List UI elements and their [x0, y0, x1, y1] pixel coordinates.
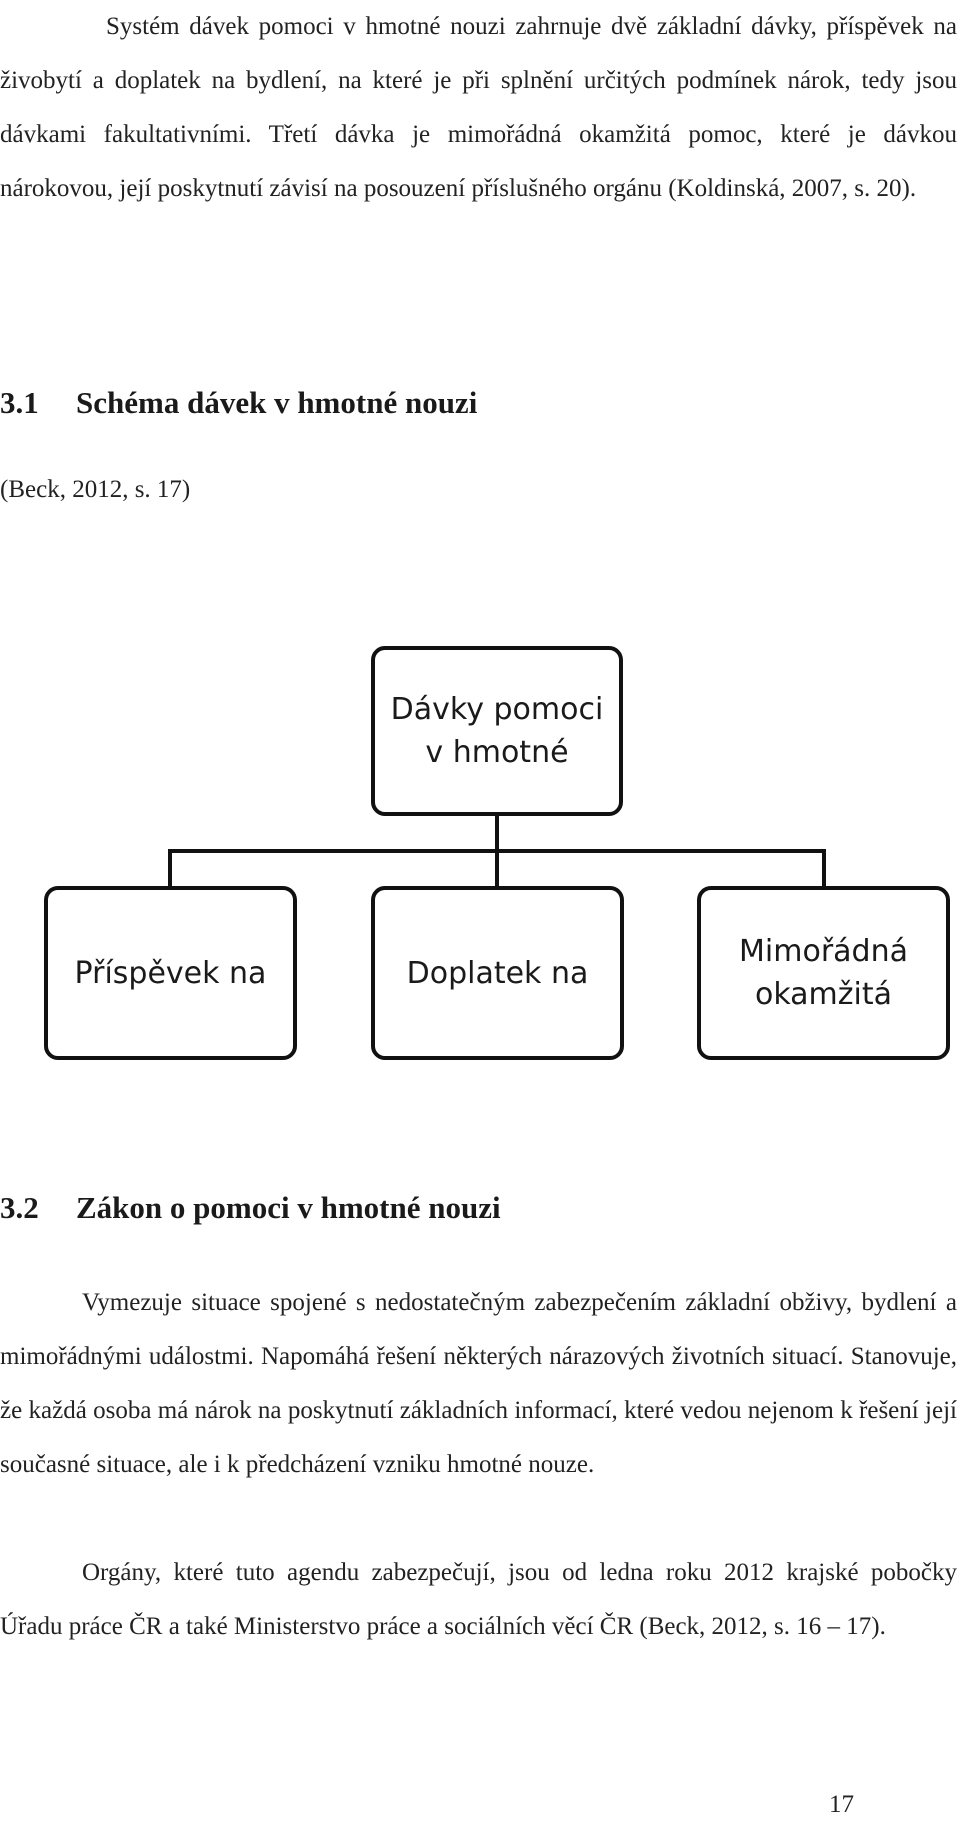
node-label: okamžitá: [754, 977, 893, 1012]
node-label: Mimořádná: [739, 934, 908, 969]
section-heading-3-1: [0, 383, 477, 423]
diagram-node-prispevek: [44, 886, 297, 1060]
section-number: 3.2: [0, 1190, 39, 1225]
body-paragraph: Orgány, které tuto agendu zabezpečují, jsou od ledna roku 2012 krajské pobočky Úřadu práce ČR a také Ministerstvo práce a sociálních věcí ČR (Beck, 2012, s. 16 – 17).: [0, 1559, 957, 1640]
section-title: Schéma dávek v hmotné nouzi: [76, 385, 478, 420]
body-paragraph: Vymezuje situace spojené s nedostatečným zabezpečením základní obživy, bydlení a mimořádnými událostmi. Napomáhá řešení některých nárazových životních situací. Stanovuje, že každá osoba má nárok na poskytnutí základních informací, které vedou nejenom k řešení její současné situace, ale i k předcházení vzniku hmotné nouze.: [0, 1289, 957, 1478]
node-label: Příspěvek na: [74, 955, 267, 991]
benefits-diagram: [0, 640, 960, 1070]
section-heading-3-2: [0, 1188, 501, 1228]
intro-paragraph: Systém dávek pomoci v hmotné nouzi zahrnuje dvě základní dávky, příspěvek na živobytí a doplatek na bydlení, na které je při splnění určitých podmínek nárok, tedy jsou dávkami fakultativními. Třetí dávka je mimořádná okamžitá pomoc, které je dávkou nárokovou, její poskytnutí závisí na posouzení příslušného orgánu (Koldinská, 2007, s. 20).: [0, 13, 957, 202]
section-number: 3.1: [0, 385, 39, 420]
node-label: Dávky pomoci: [390, 692, 604, 727]
section-title: Zákon o pomoci v hmotné nouzi: [76, 1190, 501, 1225]
node-label: Doplatek na: [406, 955, 589, 991]
diagram-source-citation: (Beck, 2012, s. 17): [0, 476, 191, 503]
page-number: 17: [829, 1791, 854, 1818]
diagram-node-root: [371, 646, 623, 816]
diagram-node-doplatek: [371, 886, 624, 1060]
node-label: v hmotné: [425, 735, 569, 770]
diagram-node-mimoradna: [697, 886, 950, 1060]
